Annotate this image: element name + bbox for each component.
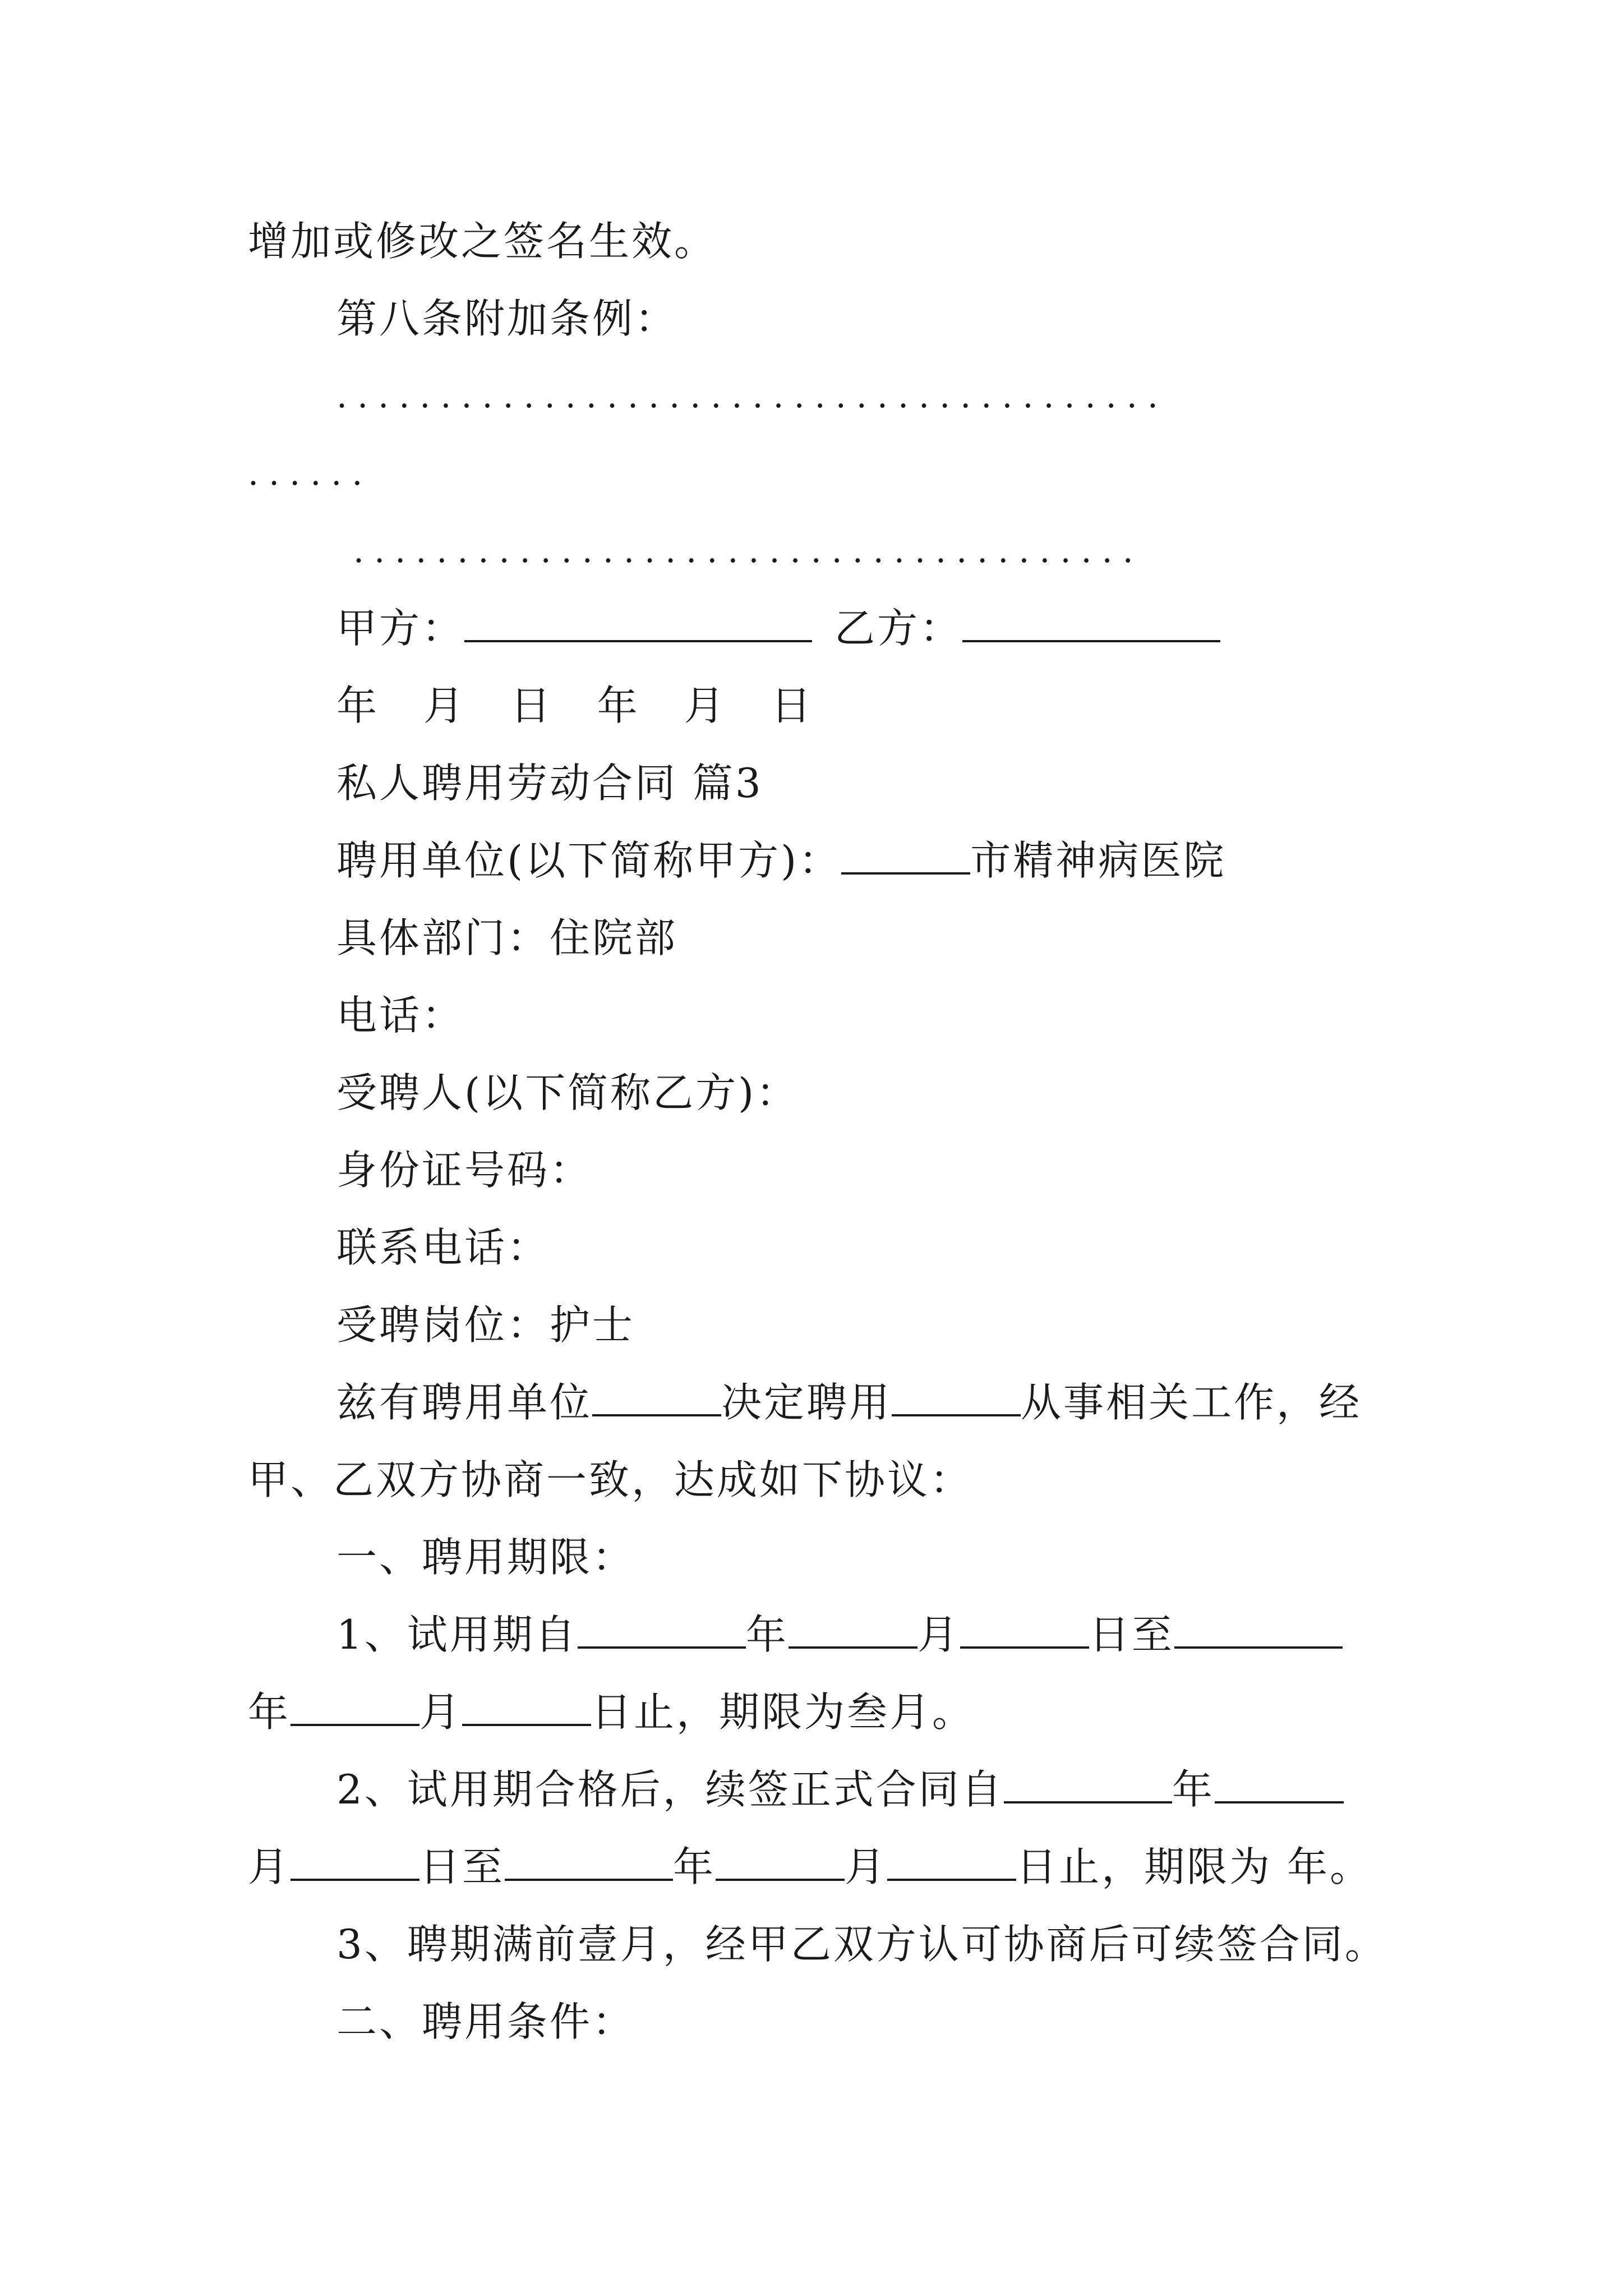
text-segment: 年: [745, 1611, 789, 1658]
employer-label: 聘用单位(以下简称甲方)：: [336, 837, 842, 884]
fill-blank: [592, 1378, 721, 1416]
party-b-blank: [962, 604, 1220, 642]
text-segment: 月: [917, 1611, 960, 1658]
text-line: [336, 1916, 1387, 1972]
text-segment: 兹有聘用单位: [336, 1379, 593, 1426]
text-segment: 日至: [419, 1843, 505, 1890]
fill-blank: [291, 1688, 419, 1726]
text-line: [336, 755, 763, 811]
party-b-label: 乙方：: [834, 605, 963, 652]
phone-label: 电话：: [336, 992, 465, 1039]
fill-blank: [716, 1843, 845, 1881]
clause-continuation: 增加或修改之签名生效。: [248, 218, 717, 265]
text-line: [336, 1607, 1343, 1663]
department: 具体部门：住院部: [336, 914, 678, 961]
text-line: [336, 1529, 635, 1585]
conditions-heading: 二、聘用条件：: [336, 1998, 635, 2045]
contact-phone-label: 联系电话：: [336, 1224, 550, 1271]
signature-line: [336, 600, 1220, 656]
text-segment: 日至: [1089, 1611, 1174, 1658]
fill-blank: [291, 1843, 419, 1881]
text-line: [336, 1142, 592, 1198]
placeholder-dots: ........................................: [336, 376, 1168, 416]
employer-name: 市精神病医院: [970, 837, 1227, 884]
id-number-label: 身份证号码：: [336, 1147, 593, 1194]
text-line: [248, 213, 717, 269]
text-segment: 日止，期限为叁月。: [591, 1688, 975, 1736]
renewal-clause: 3、聘期满前壹月，经甲乙双方认可协商后可续签合同。: [336, 1921, 1387, 1968]
text-line: [336, 1220, 550, 1276]
text-line: [336, 1994, 635, 2050]
signature-dates: 年 月 日 年 月 日: [336, 682, 828, 729]
placeholder-dots: ......................................: [353, 531, 1144, 570]
text-segment: 年: [248, 1688, 291, 1736]
text-segment: 年: [673, 1843, 716, 1890]
placeholder-dots: ......: [248, 454, 373, 493]
dotted-line: [248, 445, 372, 501]
fill-blank: [505, 1843, 673, 1881]
text-segment: 月: [248, 1843, 291, 1890]
article-eight-heading: 第八条附加条例：: [336, 295, 678, 342]
text-segment: 从事相关工作，经: [1021, 1379, 1362, 1426]
fill-blank: [1174, 1611, 1343, 1649]
text-segment: 月: [419, 1688, 463, 1736]
text-segment: 年: [1172, 1766, 1215, 1813]
text-segment: 1、试用期自: [336, 1611, 578, 1658]
text-segment: 日止，期限为 年。: [1016, 1843, 1372, 1890]
party-a-blank: [464, 604, 812, 642]
text-line: [336, 910, 677, 966]
text-line: [248, 1839, 1372, 1895]
fill-blank: [887, 1843, 1016, 1881]
text-segment: 2、试用期合格后，续签正式合同自: [336, 1766, 1004, 1813]
section-title: 私人聘用劳动合同 篇3: [336, 760, 763, 807]
text-line: [248, 1452, 972, 1508]
text-line: [336, 1374, 1362, 1430]
term-heading: 一、聘用期限：: [336, 1534, 635, 1581]
text-segment: 决定聘用: [721, 1379, 892, 1426]
position: 受聘岗位：护士: [336, 1301, 635, 1349]
party-a-label: 甲方：: [336, 605, 465, 652]
text-line: [336, 1761, 1344, 1818]
text-line: [336, 291, 677, 347]
dotted-line: [336, 368, 1168, 424]
agreement-intro: 甲、乙双方协商一致，达成如下协议：: [248, 1456, 973, 1503]
fill-blank: [462, 1688, 591, 1726]
fill-blank: [892, 1378, 1021, 1416]
fill-blank: [1004, 1765, 1172, 1803]
text-line: [336, 1065, 799, 1121]
fill-blank: [1215, 1765, 1344, 1803]
employer-blank: [841, 836, 970, 875]
date-line: [336, 678, 828, 734]
text-line: [336, 987, 464, 1043]
text-line: [336, 832, 1226, 889]
fill-blank: [578, 1611, 746, 1649]
text-segment: 月: [845, 1843, 888, 1890]
employee-label: 受聘人(以下简称乙方)：: [336, 1069, 799, 1116]
text-line: [248, 1684, 975, 1740]
text-line: [336, 1297, 635, 1353]
fill-blank: [789, 1611, 917, 1649]
fill-blank: [960, 1611, 1089, 1649]
dotted-line: [353, 523, 1144, 579]
